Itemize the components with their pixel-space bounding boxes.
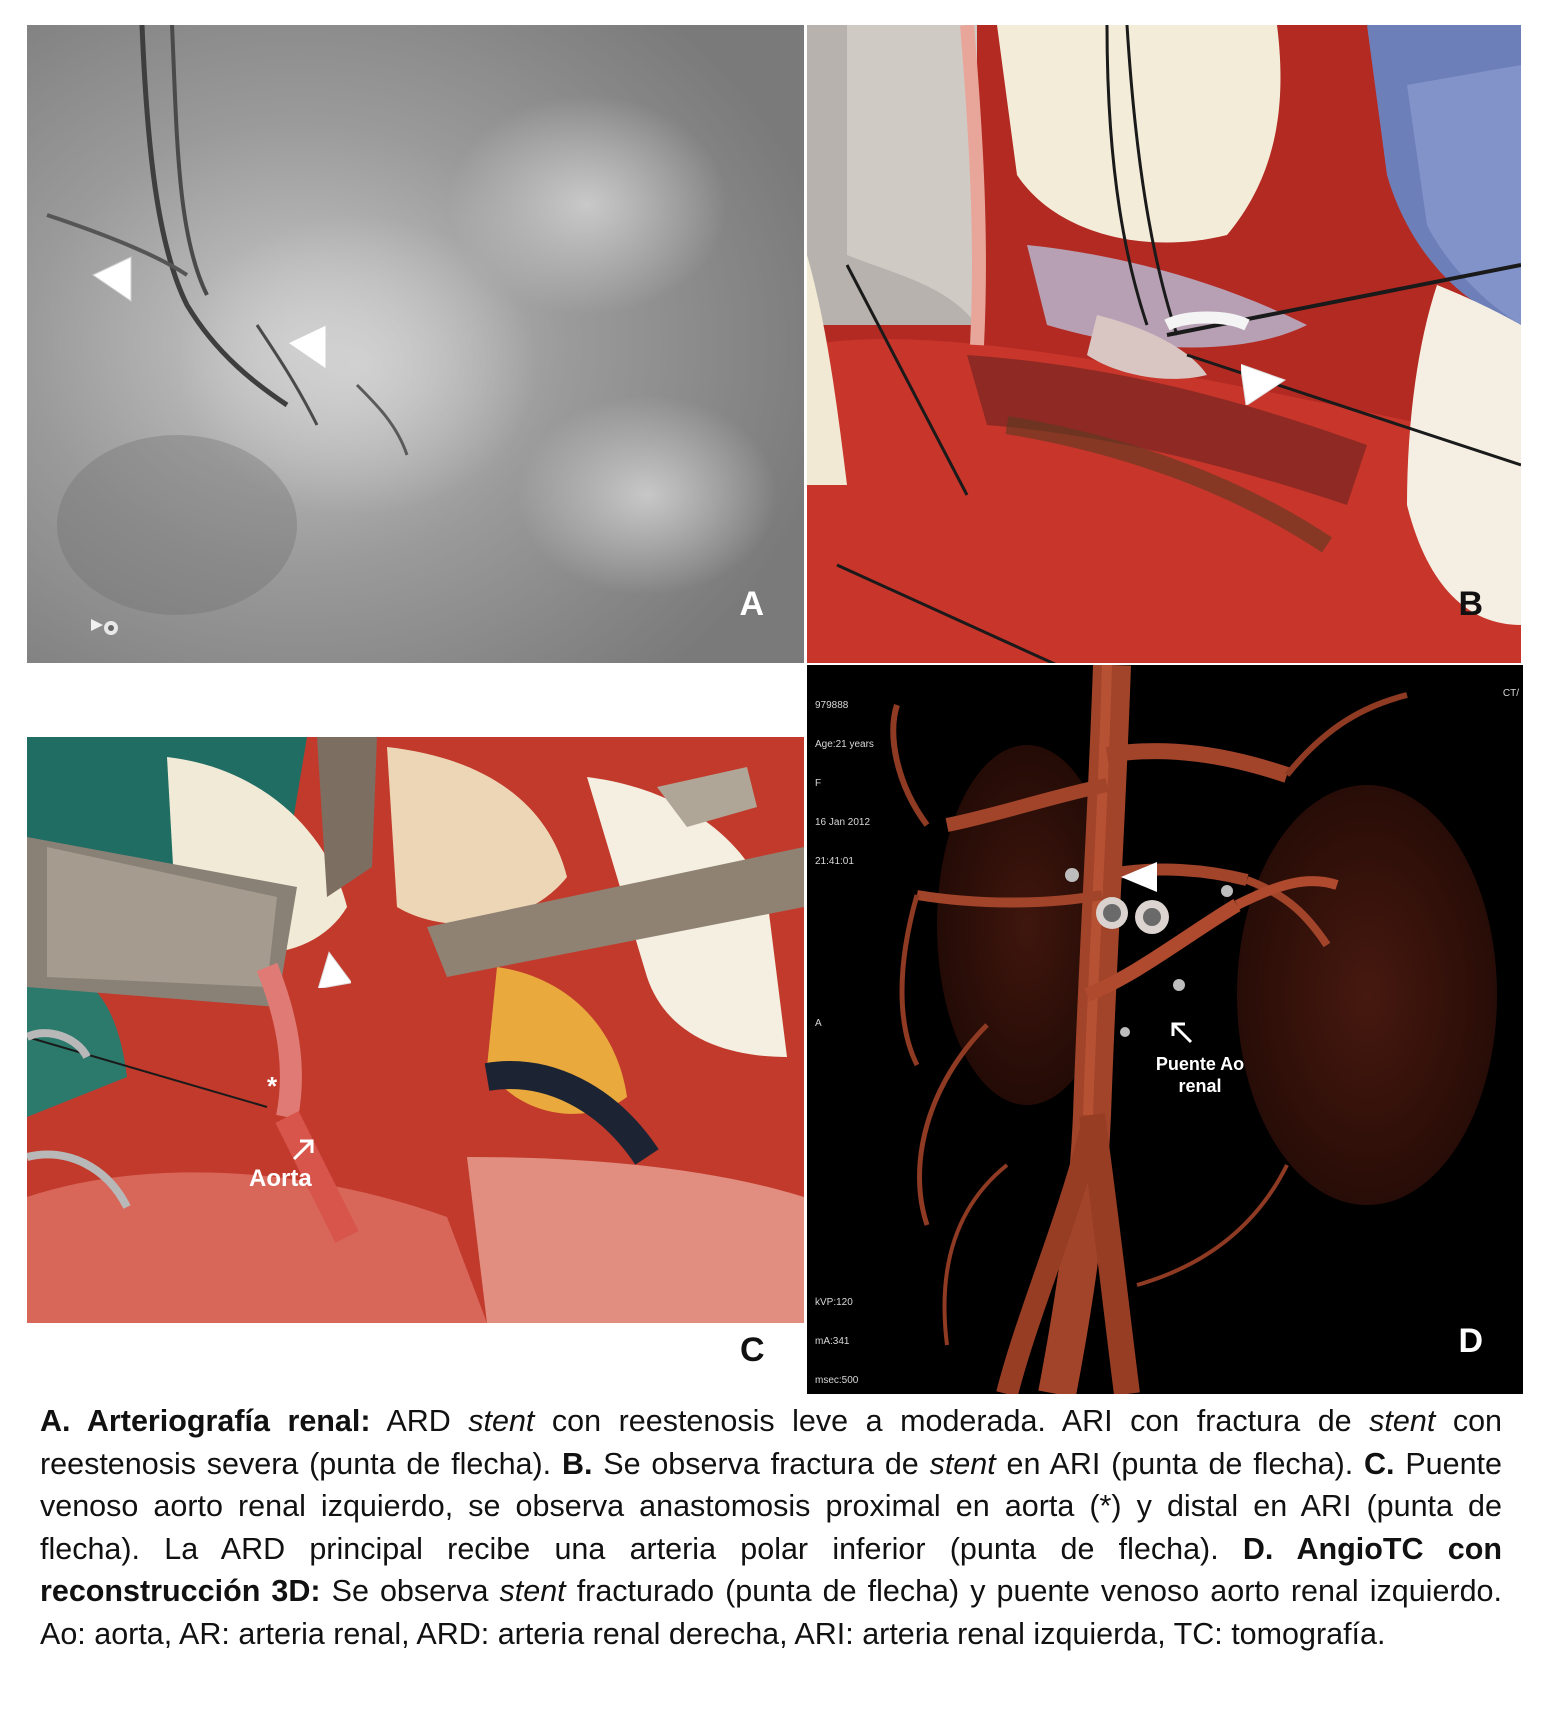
caption-a-text1: ARD: [370, 1404, 469, 1438]
caption-b-text1: Se observa fractura de: [592, 1446, 930, 1481]
ct-time: 21:41:01: [815, 856, 854, 867]
aorta-anastomosis-asterisk: *: [267, 1071, 278, 1101]
bridge-label-line1: Puente Ao: [1155, 1054, 1245, 1074]
ct-patient-id: 979888: [815, 700, 849, 711]
arrowhead-marker: [91, 255, 135, 303]
angio-ct-3d-image: [807, 665, 1523, 1394]
arrowhead-marker: [1241, 359, 1287, 405]
ct-patient-sex: F: [815, 778, 822, 789]
bridge-label: [1135, 1053, 1265, 1097]
caption-c-text: Puente venoso aorto renal izquierdo, se observa anastomosis proximal en aorta (*) y distal en ARI (punta de flecha). La ARD principal recibe una arteria polar inferior (punta de flecha).: [40, 1446, 1502, 1566]
caption-a-stent1: stent: [468, 1404, 535, 1438]
aorta-arrow-icon: [290, 1137, 316, 1163]
aorta-label: Aorta: [249, 1165, 312, 1192]
ct-msec: msec:500: [815, 1375, 859, 1386]
surgical-photo-b: [807, 25, 1521, 663]
panel-b-surgical-photo: [807, 25, 1521, 663]
surgical-photo-c: [27, 737, 804, 1323]
ct-scan-params: [815, 1270, 899, 1394]
bridge-arrow-icon: [1169, 1020, 1195, 1046]
ct-corner-label: CT/: [1502, 688, 1519, 699]
arteriography-image: [27, 25, 804, 663]
panel-d-angio-ct: [807, 665, 1523, 1394]
panel-a-arteriography: [27, 25, 804, 663]
caption-d-text1: Se observa: [320, 1574, 500, 1609]
caption-b-stent: stent: [929, 1446, 996, 1481]
arrowhead-marker: [1119, 860, 1159, 894]
bridge-label-line2: renal: [1178, 1076, 1222, 1096]
panel-letter-a: A: [739, 585, 764, 623]
panel-letter-d: D: [1458, 1322, 1483, 1360]
panel-c-surgical-photo: [27, 737, 804, 1323]
ct-ma: mA:341: [815, 1336, 850, 1347]
caption-b-text2: en ARI (punta de flecha).: [995, 1446, 1365, 1481]
caption-a-stent2: stent: [1369, 1404, 1436, 1438]
panel-letter-b: B: [1458, 585, 1483, 623]
ct-kvp: kVP:120: [815, 1297, 853, 1308]
marker-icon: [89, 613, 127, 643]
caption-a-text3: con reestenosis severa (punta de flecha).: [40, 1404, 1502, 1481]
arrowhead-marker: [286, 323, 330, 371]
caption-d-label: D. AngioTC con reconstrucción 3D:: [40, 1531, 1503, 1609]
caption-c-label: C.: [1364, 1446, 1395, 1481]
panel-letter-c: C: [740, 1331, 765, 1369]
caption-d-text2: fracturado (punta de flecha) y puente venoso aorto renal izquierdo. Ao: aorta, AR: arteria renal, ARD: arteria renal derecha, ARI: arteria renal izquierda, TC: tomografía.: [40, 1574, 1502, 1651]
figure-caption: [40, 1400, 1502, 1656]
arrowhead-marker: [313, 950, 351, 988]
ct-header-info: [815, 673, 874, 894]
ct-date: 16 Jan 2012: [815, 817, 871, 828]
ct-patient-age: Age:21 years: [815, 739, 874, 750]
ct-side-label: A: [815, 1018, 822, 1029]
caption-a-label: A. Arteriografía renal:: [40, 1404, 371, 1438]
caption-b-label: B.: [561, 1446, 593, 1481]
caption-d-stent: stent: [499, 1574, 566, 1609]
caption-a-text2: con reestenosis leve a moderada. ARI con fractura de: [534, 1404, 1370, 1438]
